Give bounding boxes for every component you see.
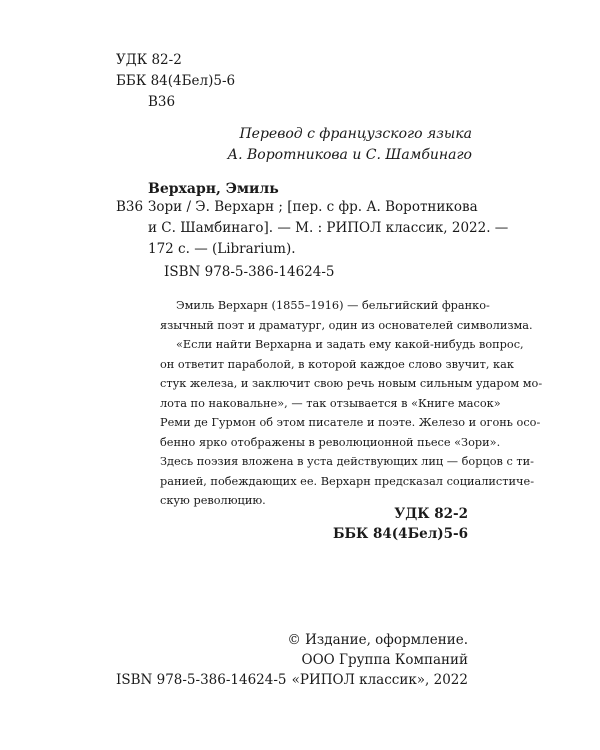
copyright-line-3: «РИПОЛ классик», 2022 — [291, 672, 468, 688]
author-sign: В36 — [116, 199, 144, 215]
abstract-line: он ответит параболой, в которой каждое слово звучит, как — [160, 357, 514, 371]
catalog-isbn: ISBN 978-5-386-14624-5 — [164, 264, 335, 280]
udk-bottom: УДК 82-2 — [394, 506, 468, 522]
catalog-line-1: Зори / Э. Верхарн ; [пер. с фр. А. Воротникова — [148, 199, 478, 215]
footer-isbn: ISBN 978-5-386-14624-5 — [116, 672, 287, 688]
translation-line-1: Перевод с французского языка — [239, 126, 472, 142]
abstract-line: Эмиль Верхарн (1855–1916) — бельгийский франко- — [176, 299, 490, 312]
abstract-line: скую революцию. — [160, 494, 266, 507]
abstract-line: Реми де Гурмон об этом писателе и поэте. Железо и огонь осо- — [160, 416, 541, 429]
author-sign-top: В36 — [148, 94, 176, 110]
abstract — [160, 296, 543, 511]
copyright-line-1: © Издание, оформление. — [287, 632, 468, 648]
copyright-line-2: ООО Группа Компаний — [301, 652, 468, 668]
catalog-line-3: 172 с. — (Librarium). — [148, 241, 296, 257]
abstract-line: язычный поэт и драматург, один из основателей символизма. — [160, 318, 533, 332]
catalog-line-2: и С. Шамбинаго]. — М. : РИПОЛ классик, 2022. — — [148, 220, 509, 236]
abstract-line: «Если найти Верхарна и задать ему какой-нибудь вопрос, — [176, 338, 524, 351]
abstract-line: бенно ярко отображены в революционной пьесе «Зори». — [160, 435, 501, 449]
bbk-top: ББК 84(4Бел)5-6 — [116, 73, 236, 89]
bbk-bottom: ББК 84(4Бел)5-6 — [332, 526, 468, 542]
author-heading: Верхарн, Эмиль — [148, 181, 279, 197]
abstract-line: лота по наковальне», — так отзывается в «Книге масок» — [160, 396, 501, 410]
abstract-line: стук железа, и заключит свою речь новым сильным ударом мо- — [160, 377, 543, 390]
udk-top: УДК 82-2 — [116, 52, 182, 68]
translation-line-2: А. Воротникова и С. Шамбинаго — [227, 147, 472, 163]
abstract-line: ранией, побеждающих ее. Верхарн предсказал социалистиче- — [160, 474, 535, 488]
abstract-line: Здесь поэзия вложена в уста действующих лиц — борцов с ти- — [160, 455, 534, 468]
